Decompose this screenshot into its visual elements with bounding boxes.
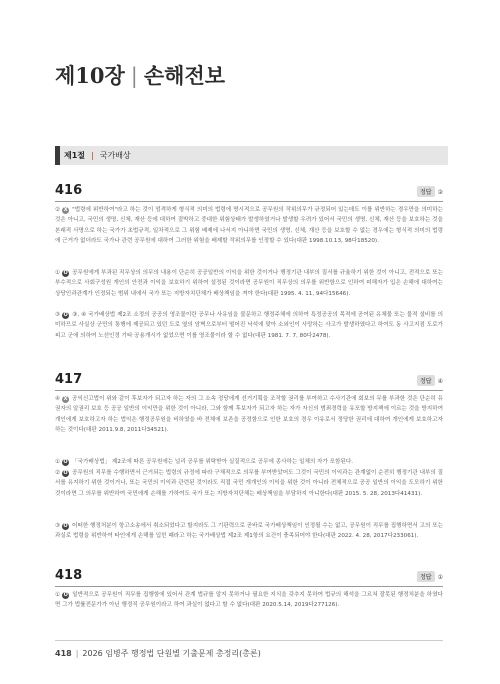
chapter-separator: | [130,64,138,88]
explanation-text: 공무원에게 부과된 직무상의 의무의 내용이 단순히 공공일반의 이익을 위한 것이거나 행정기관 내부의 질서를 규율하기 위한 것이 아니고, 전적으로 또는 부수적으로 사회구성원 개인의 안전과 이익을 보호하기 위하여 설정된 것이라면 공무원이 직무상의 의무를 위반함으로 인하여 피해자가 입은 손해에 대하여는 상당인과관계가 인정되는 범위 내에서 국가 또는 지방자치단체가 배상책임을 져야 한다(대판 1995. 4. 11, 94다15646). [55,270,443,297]
explanation-item [55,457,443,468]
option-mark: ④ [55,396,61,402]
page-number: 418 [55,649,72,658]
option-mark: ① [55,459,61,465]
answer-label: 정답 [417,375,435,386]
section-number: 제1절 [64,151,86,160]
page-footer [55,648,443,662]
option-mark: ② [55,470,61,476]
option-mark: ② [55,207,61,213]
answer-mark: ④ [437,378,443,385]
option-mark: ③ [55,312,61,318]
problem-header [55,568,443,588]
answer-badge [417,571,443,582]
answer-mark: ② [437,189,443,196]
explanation-item [55,590,443,622]
chapter-title [55,60,225,90]
answer-badge [417,186,443,197]
problem-number: 416 [55,183,83,198]
problem-header [55,372,443,392]
correct-badge: O [63,270,68,276]
section-title: 국가배상 [99,151,131,160]
section-separator: | [91,151,94,160]
answer-label: 정답 [417,571,435,582]
explanation-text: 어떠한 행정처분이 항고소송에서 취소되었다고 할지라도 그 기판력으로 곧바로 국가배상책임이 인정될 수는 없고, 공무원이 직무를 집행하면서 고의 또는 과실로 법령을 위반하여 타인에게 손해를 입힌 때라고 하는 국가배상법 제2조 제1항의 요건이 충족되어야 한다(대판 2022. 4. 28, 2017다233061). [55,523,443,540]
explanation-item [55,205,443,268]
correct-badge: O [63,459,68,465]
option-mark: ③ [55,523,61,529]
problem-header [55,183,443,203]
explanation-item [55,468,443,521]
option-mark: ① [55,270,61,276]
section-header [55,146,448,165]
explanation-item [55,394,443,457]
correct-badge: O [63,523,68,529]
correct-badge: O [63,312,68,318]
problem-divider [55,390,443,391]
wrong-badge: X [63,207,68,213]
chapter-subtitle: 손해전보 [143,63,226,88]
explanation-text: ③, ④ 국가배상법 제2조 소정의 공공의 영조물이란 공무나 사유임을 불문하고 행정주체에 의하여 특정공공의 목적에 공여된 유체물 또는 물적 설비를 의미하므로 사실상 군민의 통행에 제공되고 있던 도로 옆의 암벽으로부터 떨어진 낙석에 맞아 소외인이 사망하는 사고가 발생하였다고 하여도 동 사고지점 도로가 피고 군에 의하여 노선인정 기타 공용개시가 없었으면 이를 영조물이라 할 수 없다(대판 1981. 7. 7, 80다2478). [55,312,443,339]
explanation-item [55,268,443,310]
explanation-text: 공익신고법이 위와 같이 후보자가 되고자 하는 자의 그 소속 정당에게 선거기획을 조작할 권리를 부여하고 수사기관에 회보의 무를 부과한 것은 단순히 유권자의 알권리 보호 등 공공 일반의 이익만을 위한 것이 아니라, 그와 함께 후보자가 되고자 하는 자가 자신의 범죄경력을 유포할 방지책에 이르는 것을 방지하여 개인에게 보호하고자 하는 법익은 행정공무원을 비하였을 바 전체에 보존을 공정함으로 인한 보호의 경우 이유로서 정당한 권리에 대하여 개인에게 보호하고자 하는 것이다(대판 2011.9.8, 2011다34521). [55,396,443,434]
chapter-number: 제10장 [55,63,125,88]
problem-number: 417 [55,372,83,387]
explanation-item [55,310,443,352]
option-mark: ① [55,592,61,598]
problem-divider [55,586,443,587]
explanation-item [55,521,443,553]
answer-badge [417,375,443,386]
footer-divider [55,640,443,641]
book-title: 2026 임병주 행정법 단원별 기출문제 총정리(총론) [82,649,261,658]
wrong-badge: X [63,396,68,402]
explanation-text: 「국가배상법」 제2조에 따른 공무원에는 널리 공무를 위탁받아 실질적으로 공무에 종사하는 일체의 자가 포함된다. [72,459,354,465]
correct-badge: O [63,592,68,598]
answer-mark: ① [437,574,443,581]
explanation-text: 공무원의 직무를 수행하면서 근거되는 법령의 규정에 따라 구체적으로 의무를 부여받았어도 그것이 국민의 이익과는 관계없이 순전히 행정기관 내부의 질서를 유지하기 위한 것이거나, 또는 국민의 이익과 관련된 것이라도 직접 국민 개개인의 이익을 위한 것이 아니라 전체적으로 공공 일반의 이익을 도모하기 위한 것이라면 그 의무를 위반하여 국민에게 손해를 가하여도 국가 또는 지방자치단체는 배상책임을 부담하지 아니한다(대판 2015. 5. 28, 2013다41431). [55,470,443,497]
explanation-text: 일반적으로 공무원이 직무를 집행함에 있어서 관계 법규를 알지 못하거나 필요한 지식을 갖추지 못하여 법규의 해석을 그르쳐 잘못된 행정처분을 하였다면 그가 법률전문가가 아닌 행정직 공무원이라고 하여 과실이 없다고 할 수 없다(대판 2020.5.14, 2019다277126). [55,592,443,609]
correct-badge: O [63,470,68,476]
problem-divider [55,201,443,202]
footer-separator: | [75,649,79,658]
problem-number: 418 [55,568,83,583]
answer-label: 정답 [417,186,435,197]
explanation-text: "법령에 위반하여"라고 하는 것이 엄격하게 형식적 의미의 법령에 명시적으로 공무원의 작위의무가 규정되어 있는데도 이를 위반하는 경우만을 의미하는 것은 아니고, 국민의 생명, 신체, 재산 등에 대하여 절박하고 중대한 위험상태가 발생하였거나 발생할 우려가 있어서 국민의 생명, 신체, 재산 등을 보호하는 것을 본래적 사명으로 하는 국가가 초법규적, 일차적으로 그 위험 배제에 나서지 아니하면 국민의 생명, 신체, 재산 등을 보호할 수 없는 경우에는 형식적 의미의 법령에 근거가 없더라도 국가나 관련 공무원에 대하여 그러한 위험을 배제할 작위의무를 인정할 수 있다(대판 1998.10.13, 98다18520). [55,207,443,245]
